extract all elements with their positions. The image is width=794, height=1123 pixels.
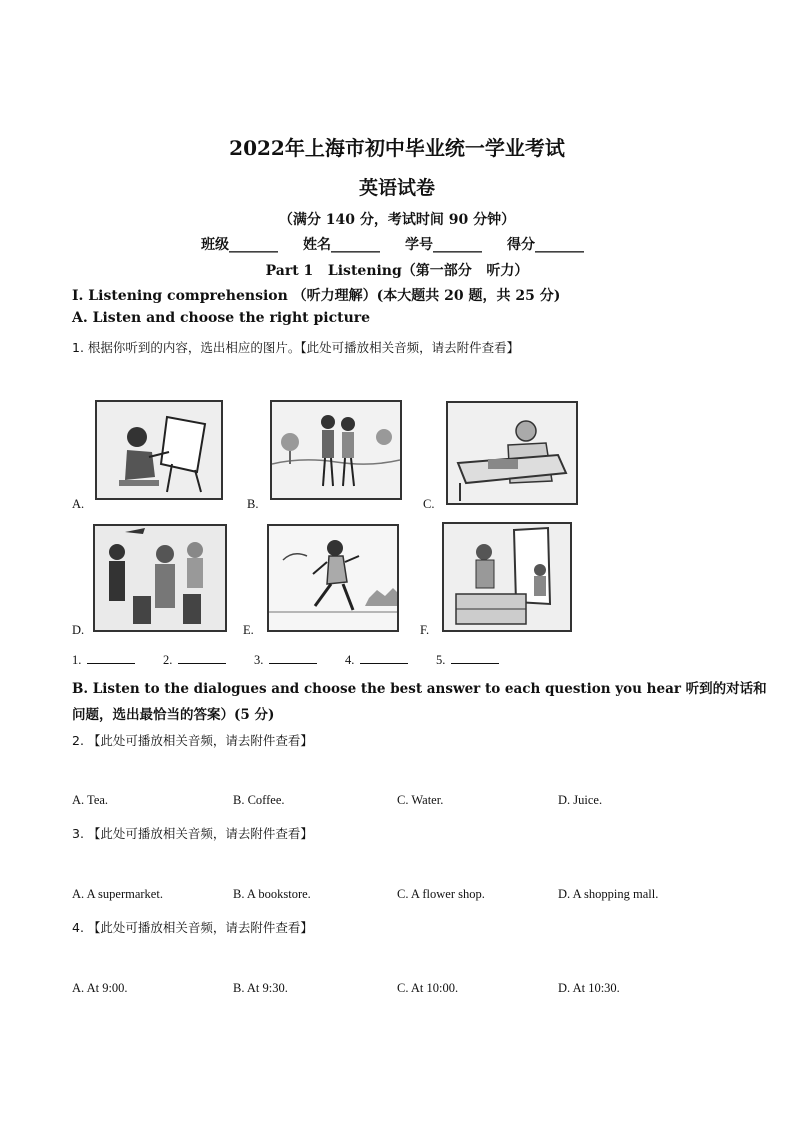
exam-subtitle: 英语试卷 [358, 177, 435, 199]
question-4-prompt: 4. 【此处可播放相关音频，请去附件查看】 [72, 920, 313, 935]
picture-b-label: B. [247, 497, 259, 511]
travelers-with-luggage-illustration [95, 526, 225, 630]
picture-d-label: D. [72, 623, 85, 637]
q2-option-c[interactable]: C. Water. [397, 793, 444, 807]
section-heading: I. Listening comprehension （听力理解）(本大题共 20 题，共 25 分) [72, 288, 561, 304]
picture-c [446, 401, 578, 505]
q4-option-b[interactable]: B. At 9:30. [233, 981, 288, 995]
q3-option-a[interactable]: A. A supermarket. [72, 887, 163, 901]
q4-option-a[interactable]: A. At 9:00. [72, 981, 128, 995]
boys-at-door-illustration [444, 524, 570, 630]
answer-blank-2[interactable]: 2. [163, 651, 226, 668]
question-3-prompt: 3. 【此处可播放相关音频，请去附件查看】 [72, 826, 313, 841]
exam-title: 2022年上海市初中毕业统一学业考试 [229, 136, 565, 160]
picture-e [267, 524, 399, 632]
q3-option-b[interactable]: B. A bookstore. [233, 887, 311, 901]
picture-c-label: C. [423, 497, 435, 511]
q3-option-d[interactable]: D. A shopping mall. [558, 887, 659, 901]
field-name: 姓名_______ [303, 237, 380, 253]
part-b-heading-line2: 问题，选出最恰当的答案）(5 分) [72, 707, 275, 723]
picture-b [270, 400, 402, 500]
field-score: 得分_______ [507, 237, 584, 253]
q4-option-d[interactable]: D. At 10:30. [558, 981, 620, 995]
question-2-prompt: 2. 【此处可播放相关音频，请去附件查看】 [72, 733, 313, 748]
two-girls-walking-illustration [272, 402, 400, 498]
part-heading: Part 1 Listening（第一部分 听力） [265, 263, 529, 279]
picture-a-label: A. [72, 497, 85, 511]
picture-a [95, 400, 223, 500]
q2-option-d[interactable]: D. Juice. [558, 793, 603, 807]
q2-option-b[interactable]: B. Coffee. [233, 793, 285, 807]
q3-option-c[interactable]: C. A flower shop. [397, 887, 485, 901]
picture-d [93, 524, 227, 632]
boy-running-illustration [269, 526, 397, 630]
picture-e-label: E. [243, 623, 254, 637]
picture-f-label: F. [420, 623, 430, 637]
part-a-heading: A. Listen and choose the right picture [72, 310, 371, 326]
part-b-heading-line1: B. Listen to the dialogues and choose the best answer to each question you hear 听到的对话和 [72, 681, 767, 697]
question-1-prompt: 1. 根据你听到的内容，选出相应的图片。【此处可播放相关音频，请去附件查看】 [72, 340, 520, 355]
artist-painting-illustration [97, 402, 221, 498]
answer-blank-5[interactable]: 5. [436, 651, 499, 668]
exam-info: （满分 140 分，考试时间 90 分钟） [278, 212, 516, 228]
field-student-id: 学号_______ [405, 237, 482, 253]
q4-option-c[interactable]: C. At 10:00. [397, 981, 459, 995]
answer-blank-1[interactable]: 1. [72, 651, 135, 668]
answer-blank-4[interactable]: 4. [345, 651, 408, 668]
answer-blank-3[interactable]: 3. [254, 651, 317, 668]
field-class: 班级_______ [201, 237, 278, 253]
q2-option-a[interactable]: A. Tea. [72, 793, 109, 807]
picture-f [442, 522, 572, 632]
man-at-desk-illustration [448, 403, 576, 503]
